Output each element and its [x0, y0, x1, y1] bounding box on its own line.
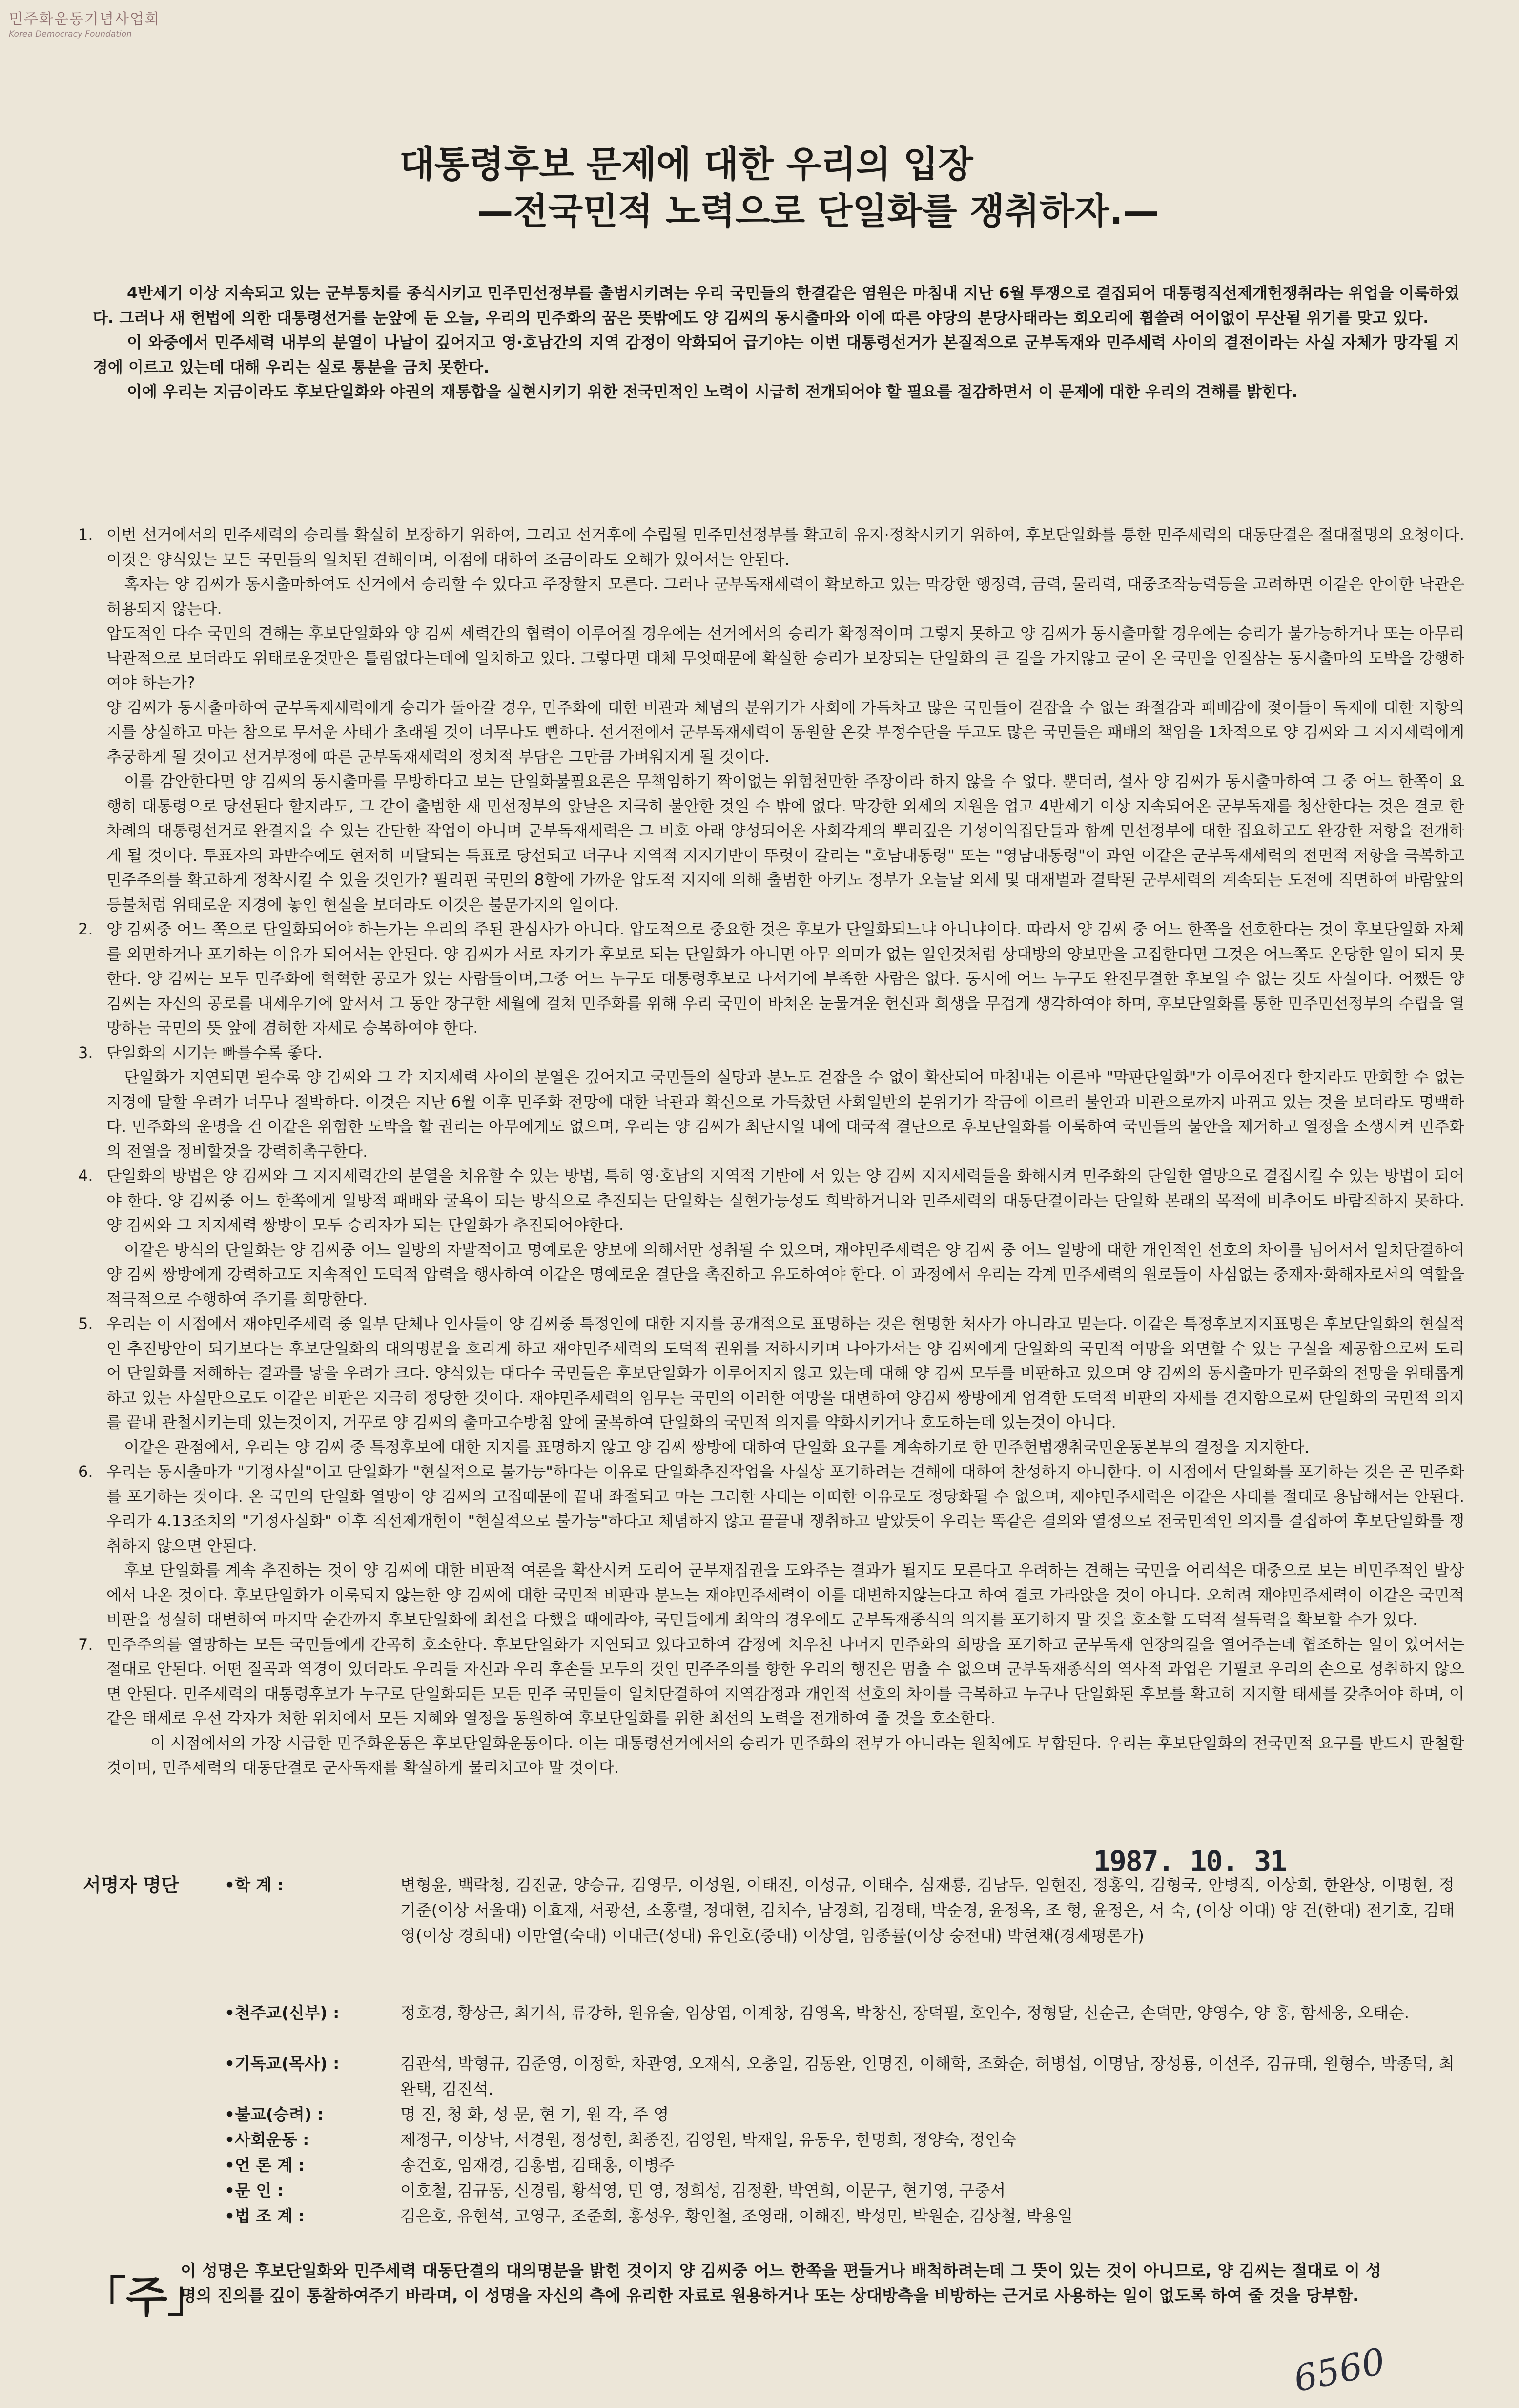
item-number: 2. — [78, 920, 93, 938]
statement-item — [78, 1632, 1464, 1731]
signatory-heading: 서명자 명단 — [83, 1874, 179, 1896]
note-mark: 「주」 — [83, 2272, 211, 2322]
statement-item — [78, 917, 1464, 1040]
item-paragraph: 이번 선거에서의 민주세력의 승리를 확실히 보장하기 위하여, 그리고 선거후에 수립될 민주민선정부를 확고히 유지·정착시키기 위하여, 후보단일화를 통한 민주세력의 대동단결은 절대절명의 요청이다. 이것은 양식있는 모든 국민들의 일치된 견해이며, 이점에 대하여 조금이라도 오해가 있어서는 안된다. — [106, 525, 1464, 569]
item-paragraph: 후보 단일화를 계속 추진하는 것이 양 김씨에 대한 비판적 여론을 확산시켜 도리어 군부재집권을 도와주는 결과가 될지도 모른다고 우려하는 견해는 국민을 어리석은 대중으로 보는 비민주적인 발상에서 나온 것이다. 후보단일화가 이룩되지 않는한 양 김씨에 대한 국민적 비판과 분노는 재야민주세력이 이를 대변하지않는다고 하여 결코 가라앉을 것이 아니다. 오히려 재야민주세력이 이같은 국민적 비판을 성실히 대변하여 마지막 순간까지 후보단일화에 최선을 다했을 때에라야, 국민들에게 최악의 경우에도 군부독재종식의 의지를 포기하지 말 것을 호소할 도덕적 설득력을 확보할 수가 있다. — [106, 1561, 1464, 1629]
note-text: 이 성명은 후보단일화와 민주세력 대동단결의 대의명분을 밝힌 것이지 양 김씨중 어느 한쪽을 편들거나 배척하려는데 그 뜻이 있는 것이 아니므로, 양 김씨는 절대로 이 성명의 진의를 깊이 통찰하여주기 바라며, 이 성명을 자신의 측에 유리한 자료로 원용하거나 또는 상대방측을 비방하는 근거로 사용하는 일이 없도록 하여 줄 것을 당부함. — [181, 2261, 1381, 2305]
group-names: 명 진, 청 화, 성 문, 현 기, 원 각, 주 영 — [400, 2105, 669, 2124]
item-number: 5. — [78, 1314, 93, 1333]
signatory-group — [225, 2203, 1455, 2229]
document-title: 대통령후보 문제에 대한 우리의 입장 — [399, 144, 973, 186]
item-paragraph: 단일화의 시기는 빠를수록 좋다. — [106, 1043, 323, 1062]
statement-item — [78, 522, 1464, 917]
item-paragraph: 우리는 이 시점에서 재야민주세력 중 일부 단체나 인사들이 양 김씨중 특정인에 대한 지지를 공개적으로 표명하는 것은 현명한 처사가 아니라고 믿는다. 이같은 특정후보지지표명은 후보단일화의 현실적인 추진방안이 되기보다는 후보단일화의 대의명분을 흐리게 하고 재야민주세력의 도덕적 권위를 저하시키며 나아가서는 양 김씨에게 단일화의 국민적 여망을 외면할 수 있는 구실을 제공함으로써 도리어 단일화를 저해하는 결과를 낳을 우려가 크다. 양식있는 대다수 국민들은 후보단일화가 이루어지지 않고 있는데 대해 양 김씨 모두를 비판하고 있으며 양 김씨의 동시출마가 민주화의 전망을 위태롭게 하고 있는 사실만으로도 이같은 비판은 지극히 정당한 것이다. 재야민주세력의 임무는 국민의 이러한 여망을 대변하여 양김씨 쌍방에게 엄격한 도덕적 비판의 자세를 견지함으로써 단일화의 국민적 의지를 끝내 관철시키는데 있는것이지, 거꾸로 양 김씨의 출마고수방침 앞에 굴복하여 단일화의 국민적 의지를 약화시키거나 호도하는데 있는것이 아니다. — [106, 1314, 1464, 1432]
statement-item — [78, 1311, 1464, 1459]
group-label: •불교(승려) : — [225, 2105, 324, 2124]
intro-section — [93, 281, 1459, 520]
item-paragraph: 양 김씨가 동시출마하여 군부독재세력에게 승리가 돌아갈 경우, 민주화에 대한 비관과 체념의 분위기가 사회에 가득차고 많은 국민들이 걷잡을 수 없는 좌절감과 패배감에 젖어들어 독재에 대한 저항의지를 상실하고 마는 참으로 무서운 사태가 초래될 것이 너무나도 뻔하다. 선거전에서 군부독재세력이 동원할 온갖 부정수단을 두고도 많은 국민들은 패배의 책임을 1차적으로 양 김씨와 그 지지세력에게 추궁하게 될 것이고 선거부정에 따른 군부독재세력의 정치적 부담은 그만큼 가벼워지게 될 것이다. — [106, 698, 1464, 766]
item-number: 7. — [78, 1635, 93, 1654]
group-label: •기독교(목사) : — [225, 2054, 340, 2073]
item-paragraph: 이같은 방식의 단일화는 양 김씨중 어느 일방의 자발적이고 명예로운 양보에 의해서만 성취될 수 있으며, 재야민주세력은 양 김씨 중 어느 일방에 대한 개인적인 선호의 차이를 넘어서서 일치단결하여 양 김씨 쌍방에게 강력하고도 지속적인 도덕적 압력을 행사하여 이같은 명예로운 결단을 촉진하고 유도하여야 한다. 이 과정에서 우리는 각계 민주세력의 원로들이 사심없는 중재자·화해자로서의 역할을 적극적으로 수행하여 주기를 희망한다. — [106, 1240, 1464, 1308]
group-label: •법 조 계 : — [225, 2206, 305, 2225]
handwritten-number: 6560 — [1290, 2340, 1389, 2401]
foundation-watermark — [9, 7, 160, 39]
intro-paragraph: 4반세기 이상 지속되고 있는 군부통치를 종식시키고 민주민선정부를 출범시키려는 우리 국민들의 한결같은 염원은 마침내 지난 6월 투쟁으로 결집되어 대통령직선제개헌쟁취라는 위업을 이룩하였다. 그러나 새 헌법에 의한 대통령선거를 눈앞에 둔 오늘, 우리의 민주화의 꿈은 뜻밖에도 양 김씨의 동시출마와 이에 따른 야당의 분당사태라는 회오리에 휩쓸려 어이없이 무산될 위기를 맞고 있다. — [93, 284, 1459, 327]
item-paragraph: 양 김씨중 어느 쪽으로 단일화되어야 하는가는 우리의 주된 관심사가 아니다. 압도적으로 중요한 것은 후보가 단일화되느냐 아니냐이다. 따라서 양 김씨 중 어느 한쪽을 선호한다는 것이 후보단일화 자체를 외면하거나 포기하는 이유가 되어서는 안된다. 양 김씨가 서로 자기가 후보로 되는 단일화가 아니면 아무 의미가 없는 일인것처럼 상대방의 양보만을 고집한다면 그것은 어느쪽도 온당한 일이 되지 못한다. 양 김씨는 모두 민주화에 혁혁한 공로가 있는 사람들이며,그중 어느 누구도 대통령후보로 나서기에 부족한 사람은 없다. 동시에 어느 누구도 완전무결한 후보일 수 없는 것도 사실이다. 어쨌든 양 김씨는 자신의 공로를 내세우기에 앞서서 그 동안 장구한 세월에 걸쳐 민주화를 위해 우리 국민이 바쳐온 눈물겨운 헌신과 희생을 무겁게 생각하여야 하며, 후보단일화를 통한 민주민선정부의 수립을 열망하는 국민의 뜻 앞에 겸허한 자세로 승복하여야 한다. — [106, 920, 1464, 1037]
group-label: •문 인 : — [225, 2181, 284, 2200]
item-paragraph: 혹자는 양 김씨가 동시출마하여도 선거에서 승리할 수 있다고 주장할지 모른다. 그러나 군부독재세력이 확보하고 있는 막강한 행정력, 금력, 물리력, 대중조작능력등을 고려하면 이같은 안이한 낙관은 허용되지 않는다. — [106, 575, 1464, 618]
group-names: 이호철, 김규동, 신경림, 황석영, 민 영, 정희성, 김정환, 박연희, 이문구, 현기영, 구중서 — [400, 2181, 1006, 2200]
watermark-english: Korea Democracy Foundation — [9, 29, 132, 39]
item-number: 3. — [78, 1043, 93, 1062]
signatory-group — [225, 2153, 1455, 2178]
intro-paragraph: 이 와중에서 민주세력 내부의 분열이 나날이 깊어지고 영·호남간의 지역 감정이 악화되어 급기야는 이번 대통령선거가 본질적으로 군부독재와 민주세력 사이의 결전이라는 사실 자체가 망각될 지경에 이르고 있는데 대해 우리는 실로 통분을 금치 못한다. — [93, 333, 1459, 376]
signatory-group — [225, 2102, 1455, 2127]
group-names: 송건호, 임재경, 김홍범, 김태홍, 이병주 — [400, 2156, 675, 2175]
signatory-group — [225, 2178, 1455, 2203]
item-paragraph: 이를 감안한다면 양 김씨의 동시출마를 무방하다고 보는 단일화불필요론은 무책임하기 짝이없는 위험천만한 주장이라 하지 않을 수 없다. 뿐더러, 설사 양 김씨가 동시출마하여 그 중 어느 한쪽이 요행히 대통령으로 당선된다 할지라도, 그 같이 출범한 새 민선정부의 앞날은 지극히 불안한 것일 수 밖에 없다. 막강한 외세의 지원을 업고 4반세기 이상 지속되어온 군부독재를 청산한다는 것은 결코 한 차례의 대통령선거로 완결지을 수 있는 간단한 작업이 아니며 군부독재세력은 그 비호 아래 양성되어온 사회각계의 뿌리깊은 기성이익집단들과 함께 민선정부에 대한 집요하고도 완강한 저항을 전개하게 될 것이다. 투표자의 과반수에도 현저히 미달되는 득표로 당선되고 더구나 지역적 지지기반이 뚜렷이 갈리는 "호남대통령" 또는 "영남대통령"이 과연 이같은 군부독재세력의 전면적 저항을 극복하고 민주주의를 확고하게 정착시킬 수 있을 것인가? 필리핀 국민의 8할에 가까운 압도적 지지에 의해 출범한 아키노 정부가 오늘날 외세 및 대재벌과 결탁된 군부세력의 계속되는 도전에 직면하여 바람앞의 등불처럼 위태로운 지경에 놓인 현실을 보더라도 이것은 불문가지의 일이다. — [106, 772, 1464, 914]
item-number: 1. — [78, 525, 93, 544]
statement-item — [78, 1040, 1464, 1164]
item-paragraph: 우리는 동시출마가 "기정사실"이고 단일화가 "현실적으로 불가능"하다는 이유로 단일화추진작업을 사실상 포기하려는 견해에 대하여 찬성하지 아니한다. 이 시점에서 단일화를 포기하는 것은 곧 민주화를 포기하는 것이다. 온 국민의 단일화 열망이 양 김씨의 고집때문에 끝내 좌절되고 마는 그러한 사태는 어떠한 이유로도 정당화될 수 없으며, 재야민주세력은 이같은 사태를 절대로 용납해서는 안된다. 우리가 4.13조치의 "기정사실화" 이후 직선제개헌이 "현실적으로 불가능"하다고 체념하지 않고 끝끝내 쟁취하고 말았듯이 우리는 똑같은 결의와 열정으로 전국민적인 의지를 결집하여 후보단일화를 쟁취하지 않으면 안된다. — [106, 1462, 1464, 1555]
group-names: 김관석, 박형규, 김준영, 이정학, 차관영, 오재식, 오충일, 김동완, 인명진, 이해학, 조화순, 허병섭, 이명남, 장성룡, 이선주, 김규태, 원형수, 박종덕, 최완택, 김진석. — [400, 2054, 1455, 2098]
signatory-group — [225, 1872, 1455, 1949]
item-paragraph: 단일화가 지연되면 될수록 양 김씨와 그 각 지지세력 사이의 분열은 깊어지고 국민들의 실망과 분노도 걷잡을 수 없이 확산되어 마침내는 이른바 "막판단일화"가 이루어진다 할지라도 만회할 수 없는 지경에 달할 우려가 너무나 절박하다. 이것은 지난 6월 이후 민주화 전망에 대한 낙관과 확신으로 가득찼던 사회일반의 분위기가 작금에 이르러 불안과 비관으로까지 바뀌고 있는 것을 보더라도 명백하다. 민주화의 운명을 건 이같은 위험한 도박을 할 권리는 아무에게도 없으며, 우리는 양 김씨가 최단시일 내에 대국적 결단으로 후보단일화를 이룩하여 국민들의 불안을 제거하고 열정을 소생시켜 민주화의 전열을 정비할것을 강력히촉구한다. — [106, 1068, 1464, 1161]
item-paragraph: 민주주의를 열망하는 모든 국민들에게 간곡히 호소한다. 후보단일화가 지연되고 있다고하여 감정에 치우친 나머지 민주화의 희망을 포기하고 군부독재 연장의길을 열어주는데 협조하는 일이 있어서는 절대로 안된다. 어떤 질곡과 역경이 있더라도 우리들 자신과 우리 후손들 모두의 것인 민주주의를 향한 우리의 행진은 멈출 수 없으며 군부독재종식의 역사적 과업은 기필코 우리의 손으로 성취하지 않으면 안된다. 민주세력의 대통령후보가 누구로 단일화되든 모든 민주 국민들이 일치단결하여 지역감정과 개인적 선호의 차이를 극복하고 누구나 단일화된 후보를 확고히 지지할 태세를 갖추어야 하며, 이같은 태세로 우선 각자가 처한 위치에서 모든 지혜와 열정을 동원하여 후보단일화를 위한 최선의 노력을 전개하여 줄 것을 호소한다. — [106, 1635, 1464, 1727]
signatory-group — [225, 2051, 1455, 2102]
group-label: •학 계 : — [225, 1875, 284, 1894]
intro-paragraph: 이에 우리는 지금이라도 후보단일화와 야권의 재통합을 실현시키기 위한 전국민적인 노력이 시급히 전개되어야 할 필요를 절감하면서 이 문제에 대한 우리의 견해를 밝힌다. — [127, 382, 1298, 401]
item-paragraph: 단일화의 방법은 양 김씨와 그 지지세력간의 분열을 치유할 수 있는 방법, 특히 영·호남의 지역적 기반에 서 있는 양 김씨 지지세력들을 화해시켜 민주화의 단일한 열망으로 결집시킬 수 있는 방법이 되어야 한다. 양 김씨중 어느 한쪽에게 일방적 패배와 굴욕이 되는 방식으로 추진되는 단일화는 실현가능성도 희박하거니와 민주세력의 대동단결이라는 단일화 본래의 목적에 비추어도 바람직하지 못하다. 양 김씨와 그 지지세력 쌍방이 모두 승리자가 되는 단일화가 추진되어야한다. — [106, 1166, 1464, 1234]
signatory-group — [225, 2127, 1455, 2153]
group-names: 제정구, 이상낙, 서경원, 정성헌, 최종진, 김영원, 박재일, 유동우, 한명희, 정양숙, 정인숙 — [400, 2130, 1016, 2149]
group-names: 김은호, 유현석, 고영구, 조준희, 홍성우, 황인철, 조영래, 이해진, 박성민, 박원순, 김상철, 박용일 — [400, 2206, 1073, 2225]
group-names: 정호경, 황상근, 최기식, 류강하, 원유술, 임상엽, 이계창, 김영옥, 박창신, 장덕필, 호인수, 정형달, 신순근, 손덕만, 양영수, 양 홍, 함세웅, 오태순. — [400, 2003, 1410, 2022]
statement-item — [78, 1163, 1464, 1311]
closing-paragraph: 이 시점에서의 가장 시급한 민주화운동은 후보단일화운동이다. 이는 대통령선거에서의 승리가 민주화의 전부가 아니라는 원칙에도 부합된다. 우리는 후보단일화의 전국민적 요구를 반드시 관철할 것이며, 민주세력의 대동단결로 군사독재를 확실하게 물리치고야 말 것이다. — [106, 1733, 1464, 1777]
group-names: 변형윤, 백락청, 김진균, 양승규, 김영무, 이성원, 이태진, 이성규, 이태수, 심재룡, 김남두, 임현진, 정홍익, 김형국, 안병직, 이상희, 한완상, 이명현, 정기준(이상 서울대) 이효재, 서광선, 소홍렬, 정대현, 김치수, 남경희, 김경태, 박순경, 윤정옥, 조 형, 윤정은, 서 숙, (이상 이대) 양 건(한대) 전기호, 김태영(이상 경희대) 이만열(숙대) 이대근(성대) 유인호(중대) 이상열, 임종률(이상 숭전대) 박현채(경제평론가) — [400, 1875, 1455, 1945]
item-number: 6. — [78, 1462, 93, 1481]
signatory-list — [83, 1872, 1469, 2234]
item-number: 4. — [78, 1166, 93, 1185]
item-paragraph: 이같은 관점에서, 우리는 양 김씨 중 특정후보에 대한 지지를 표명하지 않고 양 김씨 쌍방에 대하여 단일화 요구를 계속하기로 한 민주헌법쟁취국민운동본부의 결정을 지지한다. — [124, 1437, 1310, 1456]
statement-body — [78, 522, 1464, 1806]
statement-item — [78, 1459, 1464, 1632]
document-subtitle: —전국민적 노력으로 단일화를 쟁취하자.— — [477, 190, 1159, 232]
group-label: •천주교(신부) : — [225, 2003, 340, 2022]
group-label: •사회운동 : — [225, 2130, 309, 2149]
statement-date: 1987. 10. 31 — [1093, 1845, 1287, 1878]
item-paragraph: 압도적인 다수 국민의 견해는 후보단일화와 양 김씨 세력간의 협력이 이루어질 경우에는 선거에서의 승리가 확정적이며 그렇지 못하고 양 김씨가 동시출마할 경우에는 승리가 불가능하거나 또는 아무리 낙관적으로 보더라도 위태로운것만은 틀림없다는데에 일치하고 있다. 그렇다면 대체 무엇때문에 확실한 승리가 보장되는 단일화의 큰 길을 가지않고 굳이 온 국민을 인질삼는 동시출마의 도박을 강행하여야 하는가? — [106, 624, 1464, 692]
group-label: •언 론 계 : — [225, 2156, 305, 2175]
signatory-group — [225, 2000, 1455, 2026]
watermark-korean: 민주화운동기념사업회 — [9, 11, 160, 28]
